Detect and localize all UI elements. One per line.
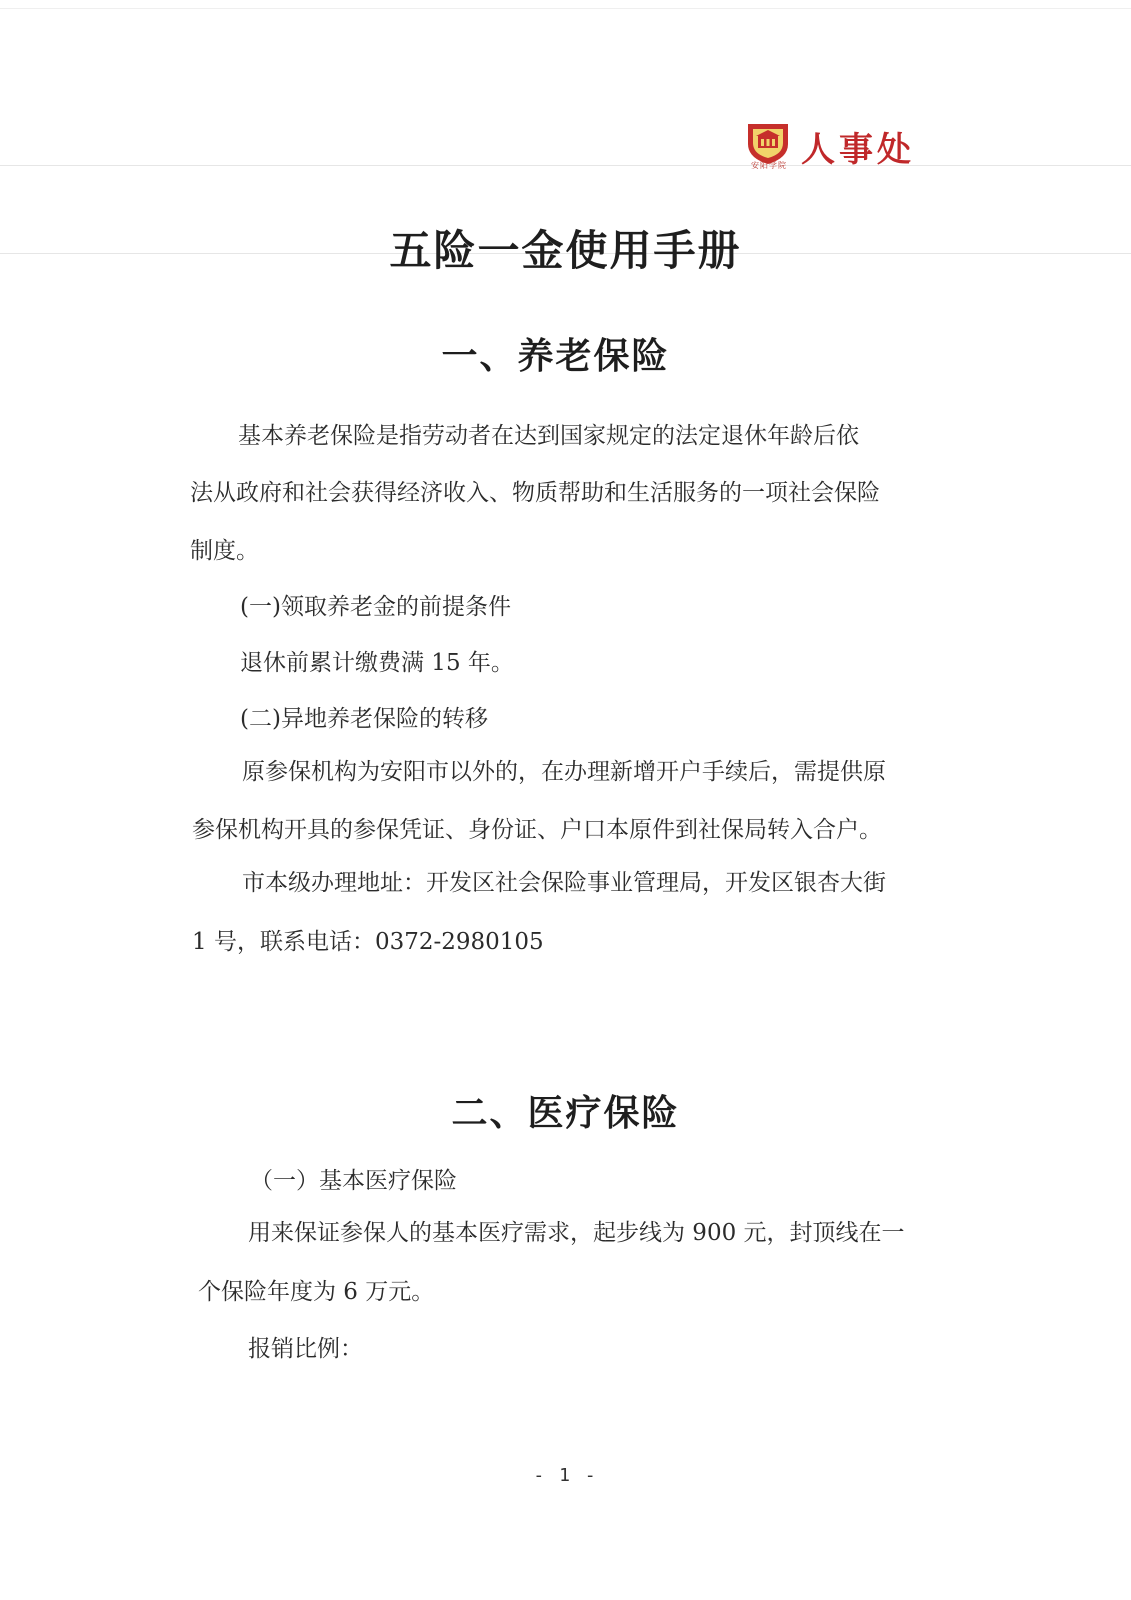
scan-line-top xyxy=(0,8,1131,9)
address-line: 市本级办理地址：开发区社会保险事业管理局，开发区银杏大街 xyxy=(242,870,886,896)
paragraph-line: 基本养老保险是指劳动者在达到国家规定的法定退休年龄后依 xyxy=(238,423,859,449)
header-logo xyxy=(745,118,945,174)
subsection-title: （一）基本医疗保险 xyxy=(250,1168,457,1194)
paragraph-line: 用来保证参保人的基本医疗需求，起步线为 900 元，封顶线在一 xyxy=(248,1220,905,1246)
department-name: 人事处 xyxy=(801,130,915,170)
reimbursement-ratio-label: 报销比例： xyxy=(248,1336,363,1362)
subsection-title: (一)领取养老金的前提条件 xyxy=(240,594,511,620)
emblem-caption: 安阳学院 xyxy=(751,161,787,170)
paragraph-line: 法从政府和社会获得经济收入、物质帮助和生活服务的一项社会保险 xyxy=(190,480,880,506)
paragraph-line: 参保机构开具的参保凭证、身份证、户口本原件到社保局转入合户。 xyxy=(192,817,882,843)
paragraph-line: 原参保机构为安阳市以外的，在办理新增开户手续后，需提供原 xyxy=(242,759,886,785)
subsection-title: (二)异地养老保险的转移 xyxy=(240,706,488,732)
document-title: 五险一金使用手册 xyxy=(389,226,742,275)
header-divider-line xyxy=(0,165,1131,166)
address-line: 1 号，联系电话：0372-2980105 xyxy=(192,929,544,955)
section-heading-pension: 一、养老保险 xyxy=(441,336,670,377)
paragraph-line: 退休前累计缴费满 15 年。 xyxy=(240,650,514,676)
page-number: - 1 - xyxy=(533,1465,598,1486)
paragraph-line: 个保险年度为 6 万元。 xyxy=(198,1279,435,1305)
section-heading-medical: 二、医疗保险 xyxy=(451,1093,680,1134)
paragraph-line: 制度。 xyxy=(190,538,259,564)
